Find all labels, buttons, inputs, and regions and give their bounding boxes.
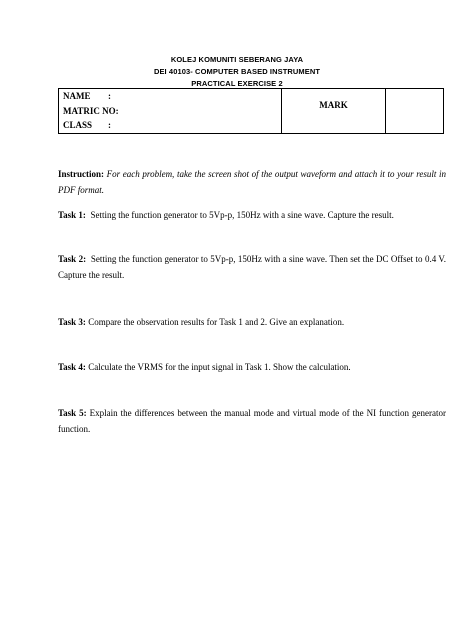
task-5 xyxy=(58,406,446,437)
student-details-cell xyxy=(59,89,282,134)
task-3 xyxy=(58,315,446,331)
name-row xyxy=(63,89,281,104)
task-2 xyxy=(58,252,446,283)
task-5-text: Explain the differences between the manual mode and virtual mode of the NI function generator function. xyxy=(58,408,446,434)
college-name: KOLEJ KOMUNITI SEBERANG JAYA xyxy=(170,55,304,64)
task-1-label: Task 1: xyxy=(58,210,86,220)
student-info-table xyxy=(58,88,444,134)
task-1-text: Setting the function generator to 5Vp-p, 150Hz with a sine wave. Capture the result. xyxy=(90,210,394,220)
task-4 xyxy=(58,360,446,376)
mark-value-cell xyxy=(386,89,444,134)
course-title: DEI 40103- COMPUTER BASED INSTRUMENT xyxy=(153,67,321,76)
mark-label: MARK xyxy=(319,100,348,110)
task-2-label: Task 2: xyxy=(58,254,87,264)
name-label: NAME xyxy=(63,91,91,101)
task-3-label: Task 3: xyxy=(58,317,86,327)
instruction-label: Instruction: xyxy=(58,169,105,179)
task-4-label: Task 4: xyxy=(58,362,86,372)
class-row xyxy=(63,118,281,133)
class-label: CLASS xyxy=(63,120,93,130)
task-1 xyxy=(58,208,446,224)
task-5-label: Task 5: xyxy=(58,408,87,418)
task-3-text: Compare the observation results for Task 1 and 2. Give an explanation. xyxy=(88,317,345,327)
name-separator: : xyxy=(108,91,111,101)
matric-row xyxy=(63,104,281,119)
task-4-text: Calculate the VRMS for the input signal in Task 1. Show the calculation. xyxy=(88,362,351,372)
class-separator: : xyxy=(108,120,111,130)
task-2-text: Setting the function generator to 5Vp-p, 150Hz with a sine wave. Then set the DC Offset to 0.4 V. Capture the result. xyxy=(58,254,446,280)
instruction-paragraph xyxy=(58,167,446,198)
instruction-text: For each problem, take the screen shot of the output waveform and attach it to your result in PDF format. xyxy=(58,169,447,195)
mark-label-cell xyxy=(281,89,386,134)
matric-label: MATRIC NO: xyxy=(63,105,119,116)
exercise-title: PRACTICAL EXERCISE 2 xyxy=(191,79,283,88)
